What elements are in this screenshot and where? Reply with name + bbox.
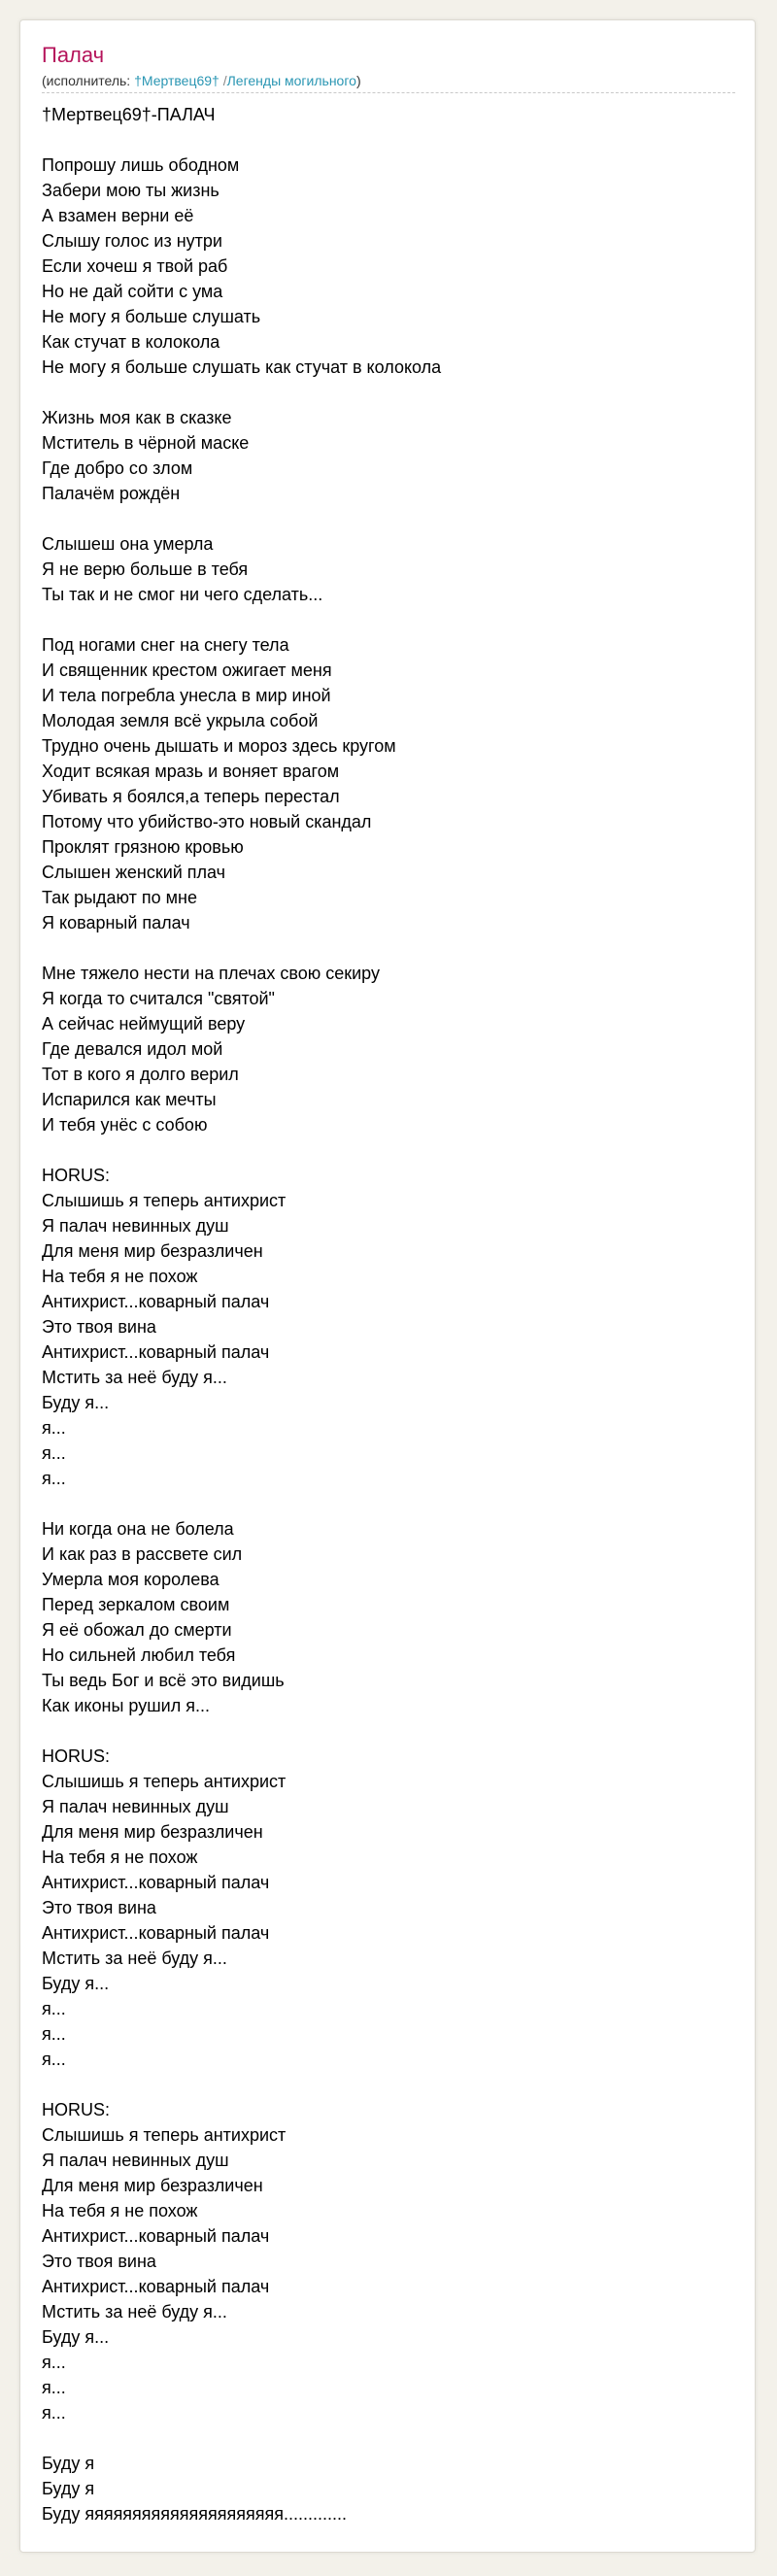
lyric-line: Убивать я боялся,а теперь перестал (42, 787, 340, 806)
lyric-line: Жизнь моя как в сказке (42, 408, 232, 427)
lyric-line: я... (42, 2353, 66, 2372)
stanza-gap (42, 607, 722, 632)
lyric-line: И тебя унёс с собою (42, 1115, 208, 1135)
lyric-line: Ни когда она не болела (42, 1519, 234, 1539)
lyric-line: HORUS: (42, 2100, 111, 2119)
lyric-line: Слышишь я теперь антихрист (42, 1772, 287, 1791)
lyric-line: Для меня мир безразличен (42, 1822, 263, 1842)
album-link[interactable]: Легенды могильного (226, 73, 356, 88)
lyric-line: Мститель в чёрной маске (42, 433, 250, 453)
lyric-line: Молодая земля всё укрыла собой (42, 711, 319, 730)
lyric-line: Мстить за неё буду я... (42, 2302, 227, 2322)
lyric-line: На тебя я не похож (42, 1267, 198, 1286)
lyric-line: Потому что убийство-это новый скандал (42, 812, 372, 831)
lyric-line: Попрошу лишь ободном (42, 155, 240, 175)
lyric-line: Я палач невинных душ (42, 1797, 229, 1816)
lyric-line: Для меня мир безразличен (42, 1241, 263, 1261)
lyric-line: Буду я (42, 2454, 95, 2473)
lyric-line: Мстить за неё буду я... (42, 1949, 227, 1968)
lyric-line: Мстить за неё буду я... (42, 1368, 227, 1387)
lyric-line: Антихрист...коварный палач (42, 1923, 270, 1943)
lyric-line: Но сильней любил тебя (42, 1645, 236, 1665)
lyric-line: Это твоя вина (42, 2252, 156, 2271)
lyric-line: На тебя я не похож (42, 2201, 198, 2220)
lyric-line: Антихрист...коварный палач (42, 1292, 270, 1311)
performer-line (42, 72, 361, 89)
stanza-gap (42, 506, 722, 531)
artist-link[interactable]: †Мертвец69† (134, 73, 220, 88)
lyric-line: Слышу голос из нутри (42, 231, 222, 251)
lyric-line: я... (42, 1418, 66, 1438)
lyric-line: Палачём рождён (42, 484, 181, 503)
lyric-line: Как стучат в колокола (42, 332, 220, 352)
lyric-line: Это твоя вина (42, 1898, 156, 1917)
lyric-line: Забери мою ты жизнь (42, 181, 220, 200)
lyric-line: Где девался идол мой (42, 1039, 223, 1059)
lyric-line: А взамен верни её (42, 206, 194, 225)
header-divider (42, 92, 735, 93)
song-title: Палач (42, 43, 105, 67)
stanza-gap (42, 1491, 722, 1516)
lyric-line: Буду я... (42, 1974, 110, 1993)
performer-prefix: (исполнитель: (42, 73, 135, 88)
lyric-line: Буду я... (42, 1393, 110, 1412)
lyric-line: Мне тяжело нести на плечах свою секиру (42, 964, 380, 983)
lyric-line: Я коварный палач (42, 913, 190, 932)
stanza-gap (42, 127, 722, 153)
lyric-line: Слышен женский плач (42, 863, 226, 882)
lyric-line: Я не верю больше в тебя (42, 559, 249, 579)
lyric-line: Слышишь я теперь антихрист (42, 2125, 287, 2145)
lyric-line: Так рыдают по мне (42, 888, 197, 907)
performer-suffix: ) (355, 73, 361, 88)
lyric-line: Слышеш она умерла (42, 534, 214, 554)
lyric-line: Где добро со злом (42, 458, 193, 478)
lyric-line: Антихрист...коварный палач (42, 2226, 270, 2246)
lyric-line: И тела погребла унесла в мир иной (42, 686, 331, 705)
lyric-line: На тебя я не похож (42, 1847, 198, 1867)
lyric-line: Умерла моя королева (42, 1570, 220, 1589)
lyric-line: я... (42, 1469, 66, 1488)
lyric-line: я... (42, 2403, 66, 2423)
stanza-gap (42, 2425, 722, 2451)
stanza-gap (42, 380, 722, 405)
lyric-line: я... (42, 2024, 66, 2044)
stanza-gap (42, 935, 722, 961)
lyric-line: Антихрист...коварный палач (42, 1873, 270, 1892)
lyric-line: Как иконы рушил я... (42, 1696, 210, 1715)
stanza-gap (42, 1718, 722, 1744)
lyric-line: Под ногами снег на снегу тела (42, 635, 289, 655)
lyric-line: Испарился как мечты (42, 1090, 217, 1109)
lyric-line: Я палач невинных душ (42, 1216, 229, 1236)
lyric-line: Ты так и не смог ни чего сделать... (42, 585, 323, 604)
lyrics-text (42, 102, 722, 2526)
lyrics-card (19, 19, 756, 2553)
lyric-line: Буду я... (42, 2327, 110, 2347)
lyric-line: я... (42, 2050, 66, 2069)
lyric-line: †Мертвец69†-ПАЛАЧ (42, 105, 216, 124)
lyric-line: Буду яяяяяяяяяяяяяяяяяяяяя............. (42, 2504, 348, 2524)
lyric-line: Ходит всякая мразь и воняет врагом (42, 762, 340, 781)
stanza-gap (42, 1137, 722, 1163)
lyric-line: Это твоя вина (42, 1317, 156, 1337)
stanza-gap (42, 2072, 722, 2097)
lyric-line: А сейчас неймущий веру (42, 1014, 246, 1034)
lyric-line: HORUS: (42, 1746, 111, 1766)
lyric-line: Я её обожал до смерти (42, 1620, 232, 1640)
lyric-line: Слышишь я теперь антихрист (42, 1191, 287, 1210)
lyric-line: Если хочеш я твой раб (42, 256, 228, 276)
lyric-line: Ты ведь Бог и всё это видишь (42, 1671, 285, 1690)
lyric-line: Но не дай сойти с ума (42, 282, 223, 301)
lyric-line: я... (42, 1999, 66, 2018)
lyric-line: Я палач невинных душ (42, 2151, 229, 2170)
lyric-line: Перед зеркалом своим (42, 1595, 230, 1614)
lyric-line: И священник крестом ожигает меня (42, 661, 332, 680)
lyric-line: Тот в кого я долго верил (42, 1065, 239, 1084)
lyric-line: Не могу я больше слушать как стучат в колокола (42, 357, 442, 377)
lyric-line: Я когда то считался "святой" (42, 989, 275, 1008)
lyric-line: Для меня мир безразличен (42, 2176, 263, 2195)
lyric-line: Буду я (42, 2479, 95, 2498)
lyric-line: я... (42, 2378, 66, 2397)
lyric-line: Проклят грязною кровью (42, 837, 244, 857)
artist-album-separator: / (219, 73, 227, 88)
lyric-line: HORUS: (42, 1166, 111, 1185)
lyric-line: Антихрист...коварный палач (42, 2277, 270, 2296)
lyric-line: Антихрист...коварный палач (42, 1342, 270, 1362)
lyric-line: И как раз в рассвете сил (42, 1544, 243, 1564)
lyric-line: Трудно очень дышать и мороз здесь кругом (42, 736, 396, 756)
lyric-line: Не могу я больше слушать (42, 307, 261, 326)
lyric-line: я... (42, 1443, 66, 1463)
